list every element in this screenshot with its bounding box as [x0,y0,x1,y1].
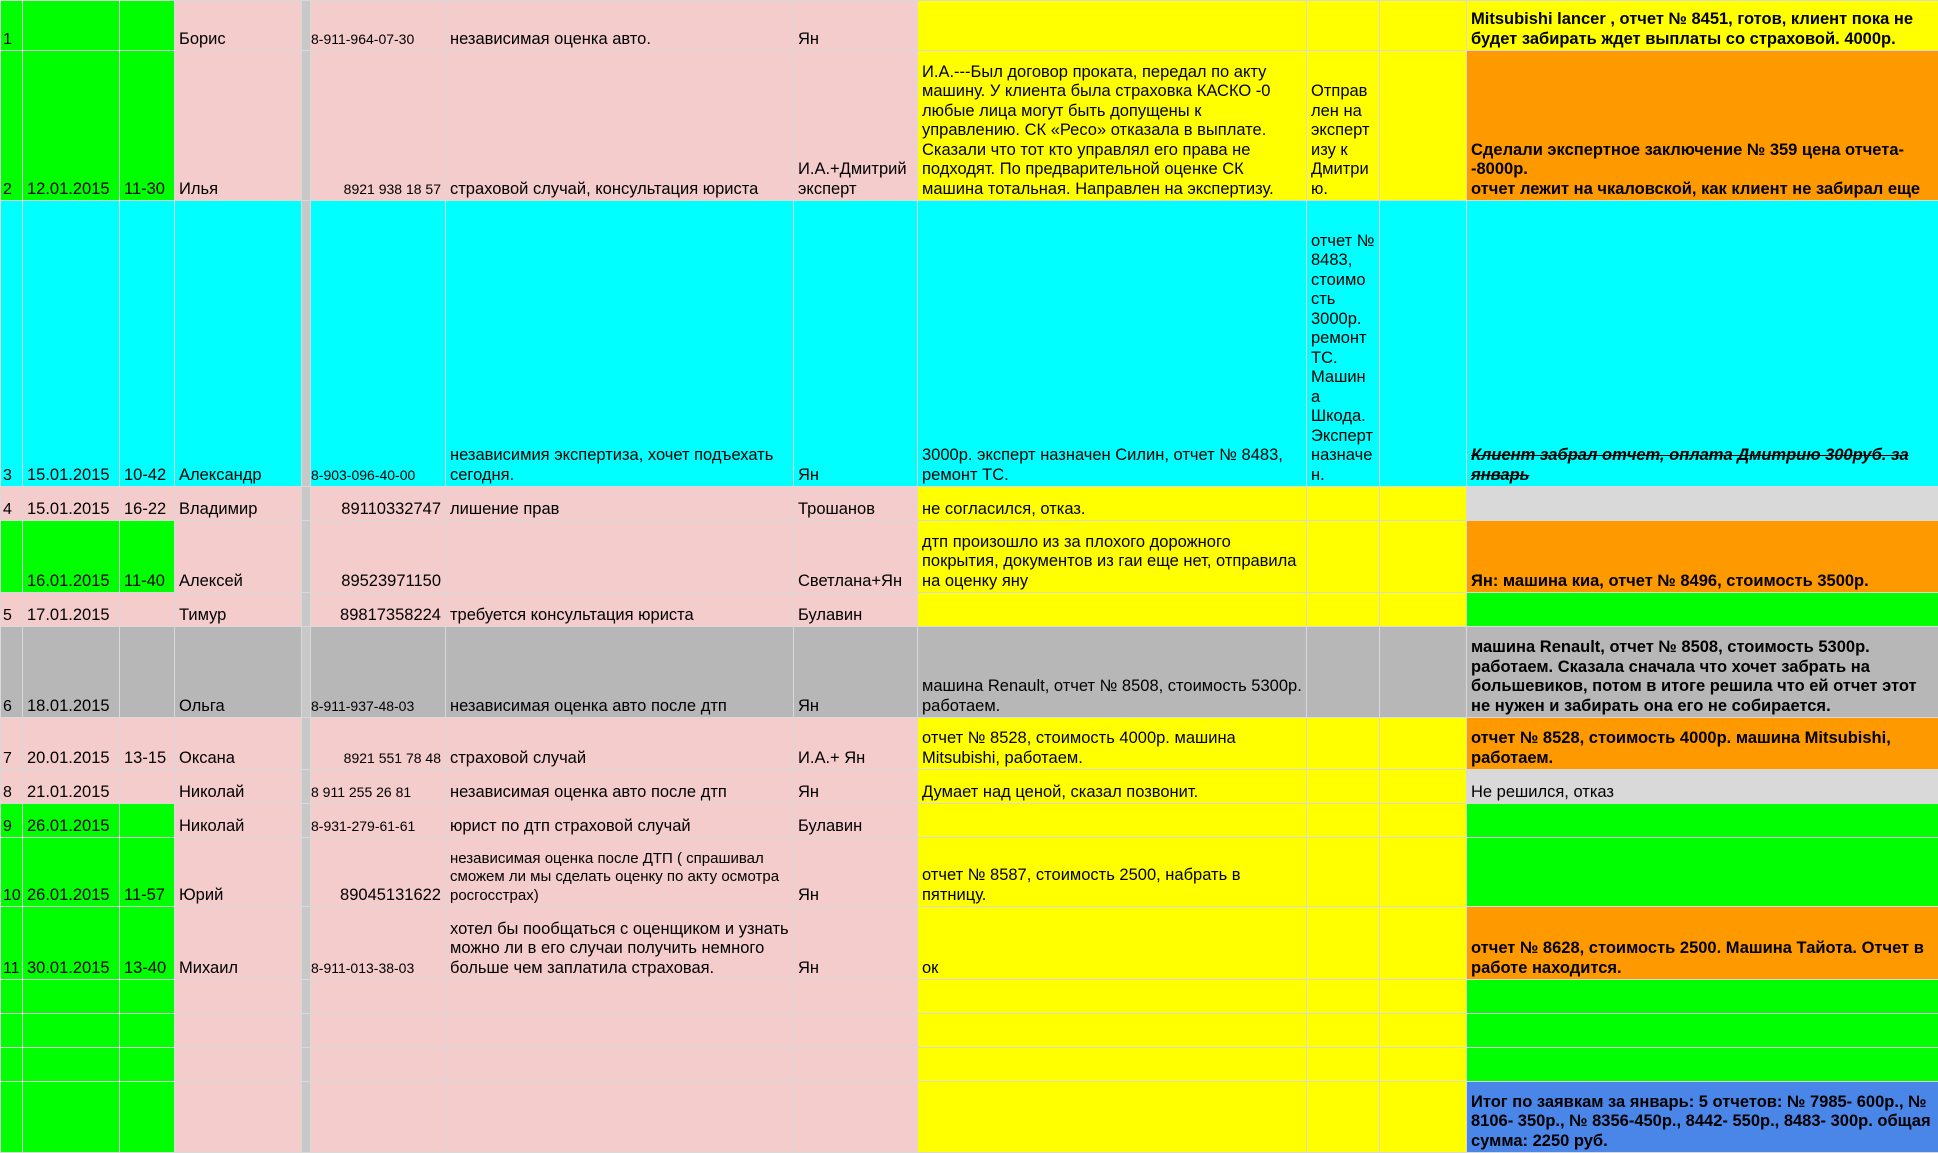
name-cell[interactable]: Владимир [175,487,302,521]
comment-cell[interactable]: не согласился, отказ. [918,487,1307,521]
extra-cell[interactable] [1380,770,1467,804]
assignee-cell[interactable]: Ян [794,201,918,487]
extra-cell[interactable] [1380,804,1467,838]
name-cell[interactable] [175,980,302,1014]
row-number-cell[interactable]: 8 [1,770,23,804]
column-separator [302,770,311,804]
table-row [1,980,1938,1014]
time-cell[interactable]: 11-57 [120,838,175,907]
note-cell[interactable] [1307,627,1380,718]
phone-cell[interactable]: 8-911-937-48-03 [311,627,446,718]
column-separator [302,1082,311,1153]
request-cell[interactable]: лишение прав [446,487,794,521]
name-cell[interactable]: Оксана [175,718,302,770]
time-cell[interactable] [120,1082,175,1153]
table-row [1,201,1938,487]
date-cell[interactable]: 30.01.2015 [23,907,120,980]
note-cell[interactable] [1307,1082,1380,1153]
extra-cell[interactable] [1380,593,1467,627]
result-cell[interactable]: машина Renault, отчет № 8508, стоимость 5300р. работаем. Сказала сначала что хочет забрать на большевиков, потом в итоге решила что ей отчет этот не нужен и забирать она его не собирается. [1467,627,1938,718]
row-number-cell[interactable]: 11 [1,907,23,980]
table-row [1,487,1938,521]
row-number-cell[interactable] [1,1082,23,1153]
time-cell[interactable] [120,980,175,1014]
note-cell[interactable] [1307,1,1380,51]
phone-cell[interactable] [311,980,446,1014]
comment-cell[interactable] [918,1014,1307,1048]
time-cell[interactable] [120,804,175,838]
comment-cell[interactable]: отчет № 8587, стоимость 2500, набрать в пятницу. [918,838,1307,907]
phone-cell[interactable] [311,1014,446,1048]
column-separator [302,521,311,593]
result-cell[interactable] [1467,804,1938,838]
column-separator [302,907,311,980]
assignee-cell[interactable]: Булавин [794,804,918,838]
note-cell[interactable] [1307,718,1380,770]
extra-cell[interactable] [1380,838,1467,907]
phone-cell[interactable]: 8921 938 18 57 [311,51,446,201]
assignee-cell[interactable]: Булавин [794,593,918,627]
phone-cell[interactable]: 89045131622 [311,838,446,907]
column-separator [302,1,311,51]
column-separator [302,593,311,627]
assignee-cell[interactable]: Ян [794,627,918,718]
table-row [1,521,1938,593]
phone-cell[interactable] [311,1082,446,1153]
result-cell[interactable] [1467,593,1938,627]
time-cell[interactable] [120,1048,175,1082]
extra-cell[interactable] [1380,1048,1467,1082]
comment-cell[interactable]: 3000р. эксперт назначен Силин, отчет № 8483, ремонт ТС. [918,201,1307,487]
comment-cell[interactable]: отчет № 8528, стоимость 4000р. машина Mitsubishi, работаем. [918,718,1307,770]
phone-cell[interactable]: 8921 551 78 48 [311,718,446,770]
extra-cell[interactable] [1380,1082,1467,1153]
row-number-cell[interactable] [1,521,23,593]
phone-cell[interactable]: 8-911-964-07-30 [311,1,446,51]
time-cell[interactable] [120,1,175,51]
phone-cell[interactable] [311,1048,446,1082]
assignee-cell[interactable]: Ян [794,1,918,51]
comment-cell[interactable]: машина Renault, отчет № 8508, стоимость 5300р. работаем. [918,627,1307,718]
comment-cell[interactable]: Думает над ценой, сказал позвонит. [918,770,1307,804]
date-cell[interactable]: 26.01.2015 [23,838,120,907]
result-cell[interactable]: Не решился, отказ [1467,770,1938,804]
note-cell[interactable] [1307,770,1380,804]
assignee-cell[interactable]: И.А.+Дмитрий эксперт [794,51,918,201]
table-row [1,1014,1938,1048]
result-cell[interactable] [1467,980,1938,1014]
table-row [1,838,1938,907]
table-row [1,1082,1938,1153]
result-cell[interactable]: Клиент забрал отчет, оплата Дмитрию 300руб. за январь [1467,201,1938,487]
column-separator [302,627,311,718]
phone-cell[interactable]: 8-911-013-38-03 [311,907,446,980]
date-cell[interactable]: 26.01.2015 [23,804,120,838]
table-row [1,627,1938,718]
row-number-cell[interactable]: 7 [1,718,23,770]
note-cell[interactable] [1307,1048,1380,1082]
extra-cell[interactable] [1380,627,1467,718]
table-row [1,593,1938,627]
row-number-cell[interactable]: 9 [1,804,23,838]
assignee-cell[interactable] [794,1048,918,1082]
assignee-cell[interactable] [794,1082,918,1153]
result-cell[interactable] [1467,1048,1938,1082]
comment-cell[interactable]: дтп произошло из за плохого дорожного покрытия, документов из гаи еще нет, отправила на оценку яну [918,521,1307,593]
request-cell[interactable]: независимая оценка после ДТП ( спрашивал сможем ли мы сделать оценку по акту осмотра росгосстрах) [446,838,794,907]
request-cell[interactable]: страховой случай [446,718,794,770]
result-cell[interactable]: Mitsubishi lancer , отчет № 8451, готов, клиент пока не будет забирать ждет выплаты со страховой. 4000р. [1467,1,1938,51]
name-cell[interactable]: Алексей [175,521,302,593]
column-separator [302,487,311,521]
table-row [1,1,1938,51]
name-cell[interactable]: Борис [175,1,302,51]
time-cell[interactable]: 13-40 [120,907,175,980]
request-cell[interactable] [446,521,794,593]
row-number-cell[interactable] [1,980,23,1014]
request-cell[interactable]: независимая оценка авто. [446,1,794,51]
time-cell[interactable]: 10-42 [120,201,175,487]
time-cell[interactable] [120,1014,175,1048]
time-cell[interactable] [120,593,175,627]
phone-cell[interactable]: 8-903-096-40-00 [311,201,446,487]
request-cell[interactable]: страховой случай, консультация юриста [446,51,794,201]
name-cell[interactable] [175,1048,302,1082]
extra-cell[interactable] [1380,51,1467,201]
note-cell[interactable]: Отправ лен на эксперт изу к Дмитри ю. [1307,51,1380,201]
request-cell[interactable]: независимая оценка авто после дтп [446,627,794,718]
request-cell[interactable]: хотел бы пообщаться с оценщиком и узнать можно ли в его случаи получить немного больше чем заплатила страховая. [446,907,794,980]
note-cell[interactable] [1307,1014,1380,1048]
row-number-cell[interactable]: 10 [1,838,23,907]
extra-cell[interactable] [1380,980,1467,1014]
name-cell[interactable]: Михаил [175,907,302,980]
column-separator [302,718,311,770]
assignee-cell[interactable]: Светлана+Ян [794,521,918,593]
comment-cell[interactable] [918,804,1307,838]
date-cell[interactable]: 21.01.2015 [23,770,120,804]
request-cell[interactable] [446,1082,794,1153]
assignee-cell[interactable]: Ян [794,838,918,907]
extra-cell[interactable] [1380,907,1467,980]
row-number-cell[interactable]: 2 [1,51,23,201]
assignee-cell[interactable]: Ян [794,770,918,804]
comment-cell[interactable] [918,1082,1307,1153]
time-cell[interactable] [120,627,175,718]
date-cell[interactable]: 15.01.2015 [23,201,120,487]
date-cell[interactable]: 20.01.2015 [23,718,120,770]
extra-cell[interactable] [1380,718,1467,770]
comment-cell[interactable]: ок [918,907,1307,980]
result-cell[interactable]: Итог по заявкам за январь: 5 отчетов: № 7985- 600р., № 8106- 350р., № 8356-450р., 8442- 550р., 8483- 300р. общая сумма: 2250 руб. [1467,1082,1938,1153]
result-cell[interactable]: Сделали экспертное заключение № 359 цена отчета--8000р. отчет лежит на чкаловской, как клиент не забирал еще [1467,51,1938,201]
request-cell[interactable] [446,1048,794,1082]
name-cell[interactable]: Юрий [175,838,302,907]
date-cell[interactable] [23,1014,120,1048]
name-cell[interactable]: Ольга [175,627,302,718]
comment-cell[interactable] [918,980,1307,1014]
note-cell[interactable] [1307,521,1380,593]
note-cell[interactable] [1307,838,1380,907]
extra-cell[interactable] [1380,487,1467,521]
result-cell[interactable]: Ян: машина киа, отчет № 8496, стоимость 3500р. [1467,521,1938,593]
date-cell[interactable] [23,1048,120,1082]
request-cell[interactable]: независимия экспертиза, хочет подъехать сегодня. [446,201,794,487]
name-cell[interactable]: Тимур [175,593,302,627]
time-cell[interactable]: 11-30 [120,51,175,201]
date-cell[interactable]: 17.01.2015 [23,593,120,627]
result-cell[interactable] [1467,838,1938,907]
comment-cell[interactable] [918,1,1307,51]
note-cell[interactable] [1307,907,1380,980]
assignee-cell[interactable]: И.А.+ Ян [794,718,918,770]
date-cell[interactable] [23,980,120,1014]
comment-cell[interactable] [918,1048,1307,1082]
table-row [1,804,1938,838]
request-cell[interactable]: юрист по дтп страховой случай [446,804,794,838]
date-cell[interactable]: 18.01.2015 [23,627,120,718]
table-row [1,1048,1938,1082]
name-cell[interactable]: Александр [175,201,302,487]
name-cell[interactable]: Илья [175,51,302,201]
time-cell[interactable]: 16-22 [120,487,175,521]
column-separator [302,201,311,487]
note-cell[interactable] [1307,804,1380,838]
request-cell[interactable] [446,980,794,1014]
table-row [1,907,1938,980]
row-number-cell[interactable] [1,1048,23,1082]
extra-cell[interactable] [1380,1014,1467,1048]
phone-cell[interactable]: 89110332747 [311,487,446,521]
extra-cell[interactable] [1380,1,1467,51]
row-number-cell[interactable]: 5 [1,593,23,627]
table-row [1,51,1938,201]
result-cell[interactable]: отчет № 8528, стоимость 4000р. машина Mitsubishi, работаем. [1467,718,1938,770]
result-cell[interactable] [1467,1014,1938,1048]
table-row [1,770,1938,804]
row-number-cell[interactable] [1,1014,23,1048]
assignee-cell[interactable]: Ян [794,907,918,980]
assignee-cell[interactable] [794,1014,918,1048]
extra-cell[interactable] [1380,521,1467,593]
phone-cell[interactable]: 89523971150 [311,521,446,593]
result-cell[interactable]: отчет № 8628, стоимость 2500. Машина Тайота. Отчет в работе находится. [1467,907,1938,980]
note-cell[interactable] [1307,487,1380,521]
assignee-cell[interactable]: Трошанов [794,487,918,521]
table-row [1,718,1938,770]
name-cell[interactable]: Николай [175,804,302,838]
extra-cell[interactable] [1380,201,1467,487]
result-cell[interactable] [1467,487,1938,521]
phone-cell[interactable]: 89817358224 [311,593,446,627]
phone-cell[interactable]: 8-931-279-61-61 [311,804,446,838]
note-cell[interactable]: отчет № 8483, стоимо сть 3000р. ремонт ТС. Машин а Шкода. Эксперт назначе н. [1307,201,1380,487]
name-cell[interactable] [175,1082,302,1153]
assignee-cell[interactable] [794,980,918,1014]
time-cell[interactable] [120,770,175,804]
time-cell[interactable]: 11-40 [120,521,175,593]
time-cell[interactable]: 13-15 [120,718,175,770]
comment-cell[interactable] [918,593,1307,627]
row-number-cell[interactable]: 4 [1,487,23,521]
request-cell[interactable]: требуется консультация юриста [446,593,794,627]
row-number-cell[interactable]: 6 [1,627,23,718]
phone-cell[interactable]: 8 911 255 26 81 [311,770,446,804]
date-cell[interactable]: 15.01.2015 [23,487,120,521]
note-cell[interactable] [1307,980,1380,1014]
date-cell[interactable]: 12.01.2015 [23,51,120,201]
column-separator [302,838,311,907]
request-cell[interactable] [446,1014,794,1048]
column-separator [302,1014,311,1048]
column-separator [302,980,311,1014]
date-cell[interactable] [23,1,120,51]
note-cell[interactable] [1307,593,1380,627]
column-separator [302,804,311,838]
date-cell[interactable]: 16.01.2015 [23,521,120,593]
row-number-cell[interactable]: 1 [1,1,23,51]
date-cell[interactable] [23,1082,120,1153]
column-separator [302,51,311,201]
name-cell[interactable]: Николай [175,770,302,804]
row-number-cell[interactable]: 3 [1,201,23,487]
request-cell[interactable]: независимая оценка авто после дтп [446,770,794,804]
column-separator [302,1048,311,1082]
name-cell[interactable] [175,1014,302,1048]
comment-cell[interactable]: И.А.---Был договор проката, передал по акту машину. У клиента была страховка КАСКО -0 любые лица могут быть допущены к управлению. СК «Ресо» отказала в выплате. Сказали что тот кто управлял его права не подходят. По предварительной оценке СК машина тотальная. Направлен на экспертизу. [918,51,1307,201]
